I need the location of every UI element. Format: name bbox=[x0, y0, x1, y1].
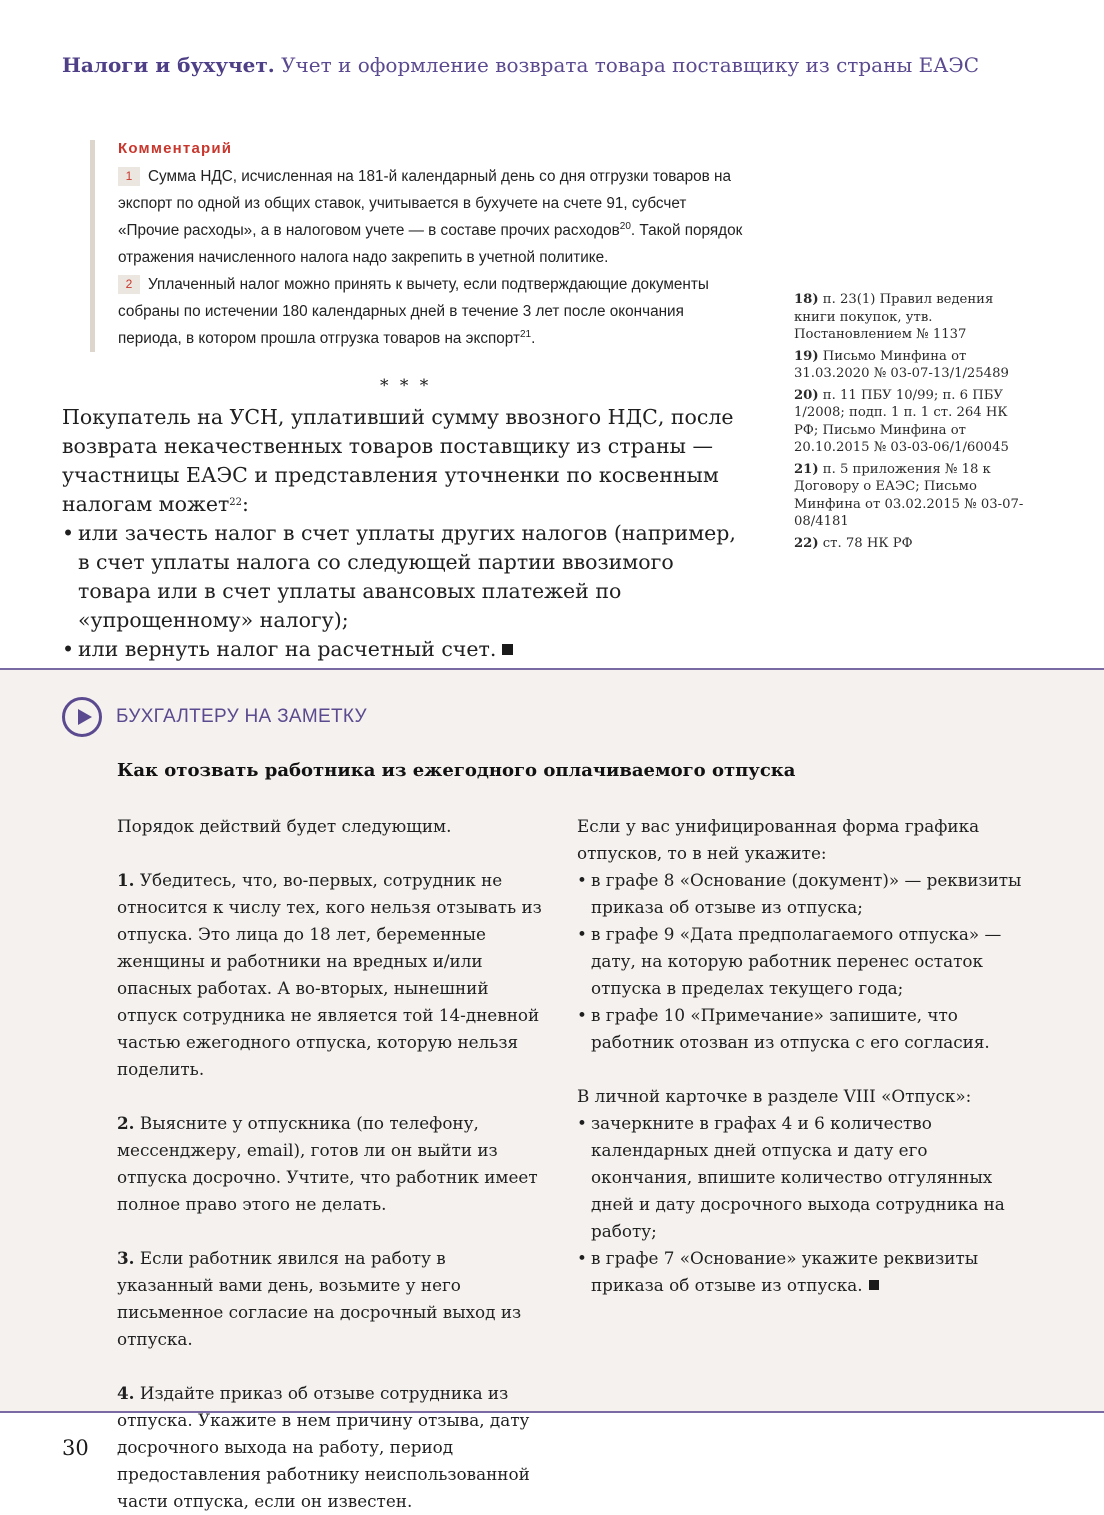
comment-item-number: 1 bbox=[118, 167, 140, 186]
footnote-text: п. 5 приложения № 18 к Договору о ЕАЭС; Письмо Минфина от 03.02.2015 № 03-07-08/4181 bbox=[794, 461, 1024, 529]
footnote-text: п. 23(1) Правил ведения книги покупок, утв. Постановлением № 1137 bbox=[794, 292, 994, 342]
list-item bbox=[577, 1245, 1022, 1299]
main-intro-tail: : bbox=[242, 492, 249, 516]
footnote bbox=[794, 291, 1024, 344]
footnote-ref: 22 bbox=[229, 497, 243, 508]
footnote bbox=[794, 348, 1024, 383]
schedule-list bbox=[577, 867, 1022, 1056]
comment-item bbox=[118, 163, 750, 271]
schedule-intro: Если у вас унифицированная форма графика отпусков, то в ней укажите: bbox=[577, 816, 980, 863]
step bbox=[117, 1245, 547, 1353]
footnote-ref: 20 bbox=[619, 221, 631, 232]
footnote-number: 18) bbox=[794, 292, 819, 307]
main-intro bbox=[62, 403, 750, 519]
step-number: 3. bbox=[117, 1248, 135, 1268]
comment-block bbox=[90, 140, 750, 352]
list-item: • или зачесть налог в счет уплаты других налогов (например, в счет уплаты налога со следующей партии ввозимого товара или в счет уплаты авансовых платежей по «упрощенному» налогу); bbox=[62, 519, 750, 635]
footnote bbox=[794, 461, 1024, 531]
card-list bbox=[577, 1110, 1022, 1299]
header-title: Учет и оформление возврата товара поставщику из страны ЕАЭС bbox=[281, 53, 980, 77]
box-column-left bbox=[117, 813, 547, 1515]
footnote-text: Письмо Минфина от 31.03.2020 № 03-07-13/1/25489 bbox=[794, 348, 1009, 381]
footnote-number: 21) bbox=[794, 461, 819, 477]
comment-item-text: Уплаченный налог можно принять к вычету, если подтверждающие документы собраны по истечении 180 календарных дней в течение 3 лет после окончания периода, в котором прошла отгрузка товаров на экспорт bbox=[118, 276, 709, 347]
list-item-text: в графе 7 «Основание» укажите реквизиты приказа об отзыве из отпуска. bbox=[591, 1248, 979, 1295]
step-text: Выясните у отпускника (по телефону, мессенджеру, email), готов ли он выйти из отпуска досрочно. Учтите, что работник имеет полное право этого не делать. bbox=[117, 1113, 538, 1214]
list-item-text: или вернуть налог на расчетный счет. bbox=[78, 637, 497, 661]
footnote bbox=[794, 535, 1024, 553]
box-title: Как отозвать работника из ежегодного оплачиваемого отпуска bbox=[117, 760, 796, 781]
footnote-number: 22) bbox=[794, 535, 819, 551]
step-text: Издайте приказ об отзыве сотрудника из отпуска. Укажите в нем причину отзыва, дату досрочного выхода на работу, период предоставления работнику неиспользованной части отпуска, если он известен. bbox=[117, 1383, 530, 1511]
step bbox=[117, 1110, 547, 1218]
step-number: 2. bbox=[117, 1113, 135, 1133]
footnote bbox=[794, 387, 1024, 457]
comment-item-text: Сумма НДС, исчисленная на 181-й календарный день со дня отгрузки товаров на экспорт по одной из общих ставок, учитывается в бухучете на счете 91, субсчет «Прочие расходы», а в налоговом учете — в составе прочих расходов bbox=[118, 168, 732, 239]
main-bullet-list bbox=[62, 519, 750, 664]
footnote-text: ст. 78 НК РФ bbox=[822, 535, 913, 551]
end-mark-icon bbox=[502, 644, 513, 655]
comment-item-tail: . bbox=[531, 330, 536, 347]
box-column-right bbox=[577, 813, 1022, 1326]
play-circle-icon bbox=[62, 697, 102, 737]
list-item: • зачеркните в графах 4 и 6 количество календарных дней отпуска и дату его окончания, впишите количество отгулянных дней и дату досрочного выхода сотрудника на работу; bbox=[577, 1110, 1022, 1245]
main-text bbox=[62, 403, 750, 664]
step-text: Если работник явился на работу в указанный вами день, возьмите у него письменное согласие на досрочный выход из отпуска. bbox=[117, 1248, 522, 1349]
card-intro: В личной карточке в разделе VIII «Отпуск»: bbox=[577, 1086, 972, 1106]
comment-item bbox=[118, 271, 750, 352]
step-number: 4. bbox=[117, 1383, 135, 1403]
box-label: БУХГАЛТЕРУ НА ЗАМЕТКУ bbox=[116, 706, 367, 727]
box-header bbox=[62, 697, 367, 737]
step-text: Убедитесь, что, во-первых, сотрудник не относится к числу тех, кого нельзя отзывать из отпуска. Это лица до 18 лет, беременные женщины и работники на вредных и/или опасных работах. А во-вторых, нынешний отпуск сотрудника не является той 14-дневной частью ежегодного отпуска, которую нельзя поделить. bbox=[117, 870, 542, 1079]
running-header bbox=[62, 53, 979, 77]
step bbox=[117, 1380, 547, 1515]
footnotes bbox=[794, 291, 1024, 556]
step bbox=[117, 867, 547, 1083]
comment-item-number: 2 bbox=[118, 275, 140, 294]
box-intro: Порядок действий будет следующим. bbox=[117, 816, 452, 836]
list-item: • в графе 9 «Дата предполагаемого отпуска» — дату, на которую работник перенес остаток отпуска в пределах текущего года; bbox=[577, 921, 1022, 1002]
step-number: 1. bbox=[117, 870, 135, 890]
header-section: Налоги и бухучет. bbox=[62, 53, 275, 77]
main-intro-text: Покупатель на УСН, уплативший сумму ввозного НДС, после возврата некачественных товаров поставщику из страны — участницы ЕАЭС и представления уточненки по косвенным налогам может bbox=[62, 405, 734, 516]
footnote-text: п. 11 ПБУ 10/99; п. 6 ПБУ 1/2008; подп. 1 п. 1 ст. 264 НК РФ; Письмо Минфина от 20.10.2015 № 03-03-06/1/60045 bbox=[794, 387, 1009, 455]
footnote-ref: 21 bbox=[519, 329, 532, 340]
section-separator: * * * bbox=[380, 376, 432, 396]
list-item: • в графе 8 «Основание (документ)» — реквизиты приказа об отзыве из отпуска; bbox=[577, 867, 1022, 921]
comment-title: Комментарий bbox=[118, 140, 233, 157]
list-item bbox=[62, 635, 750, 664]
footnote-number: 19) bbox=[794, 348, 819, 364]
list-item: • в графе 10 «Примечание» запишите, что работник отозван из отпуска с его согласия. bbox=[577, 1002, 1022, 1056]
footnote-number: 20) bbox=[794, 387, 819, 403]
comment-item-tail: . Такой порядок отражения начисленного налога надо закрепить в учетной политике. bbox=[118, 222, 743, 266]
end-mark-icon bbox=[869, 1280, 879, 1290]
page-number: 30 bbox=[62, 1436, 89, 1460]
